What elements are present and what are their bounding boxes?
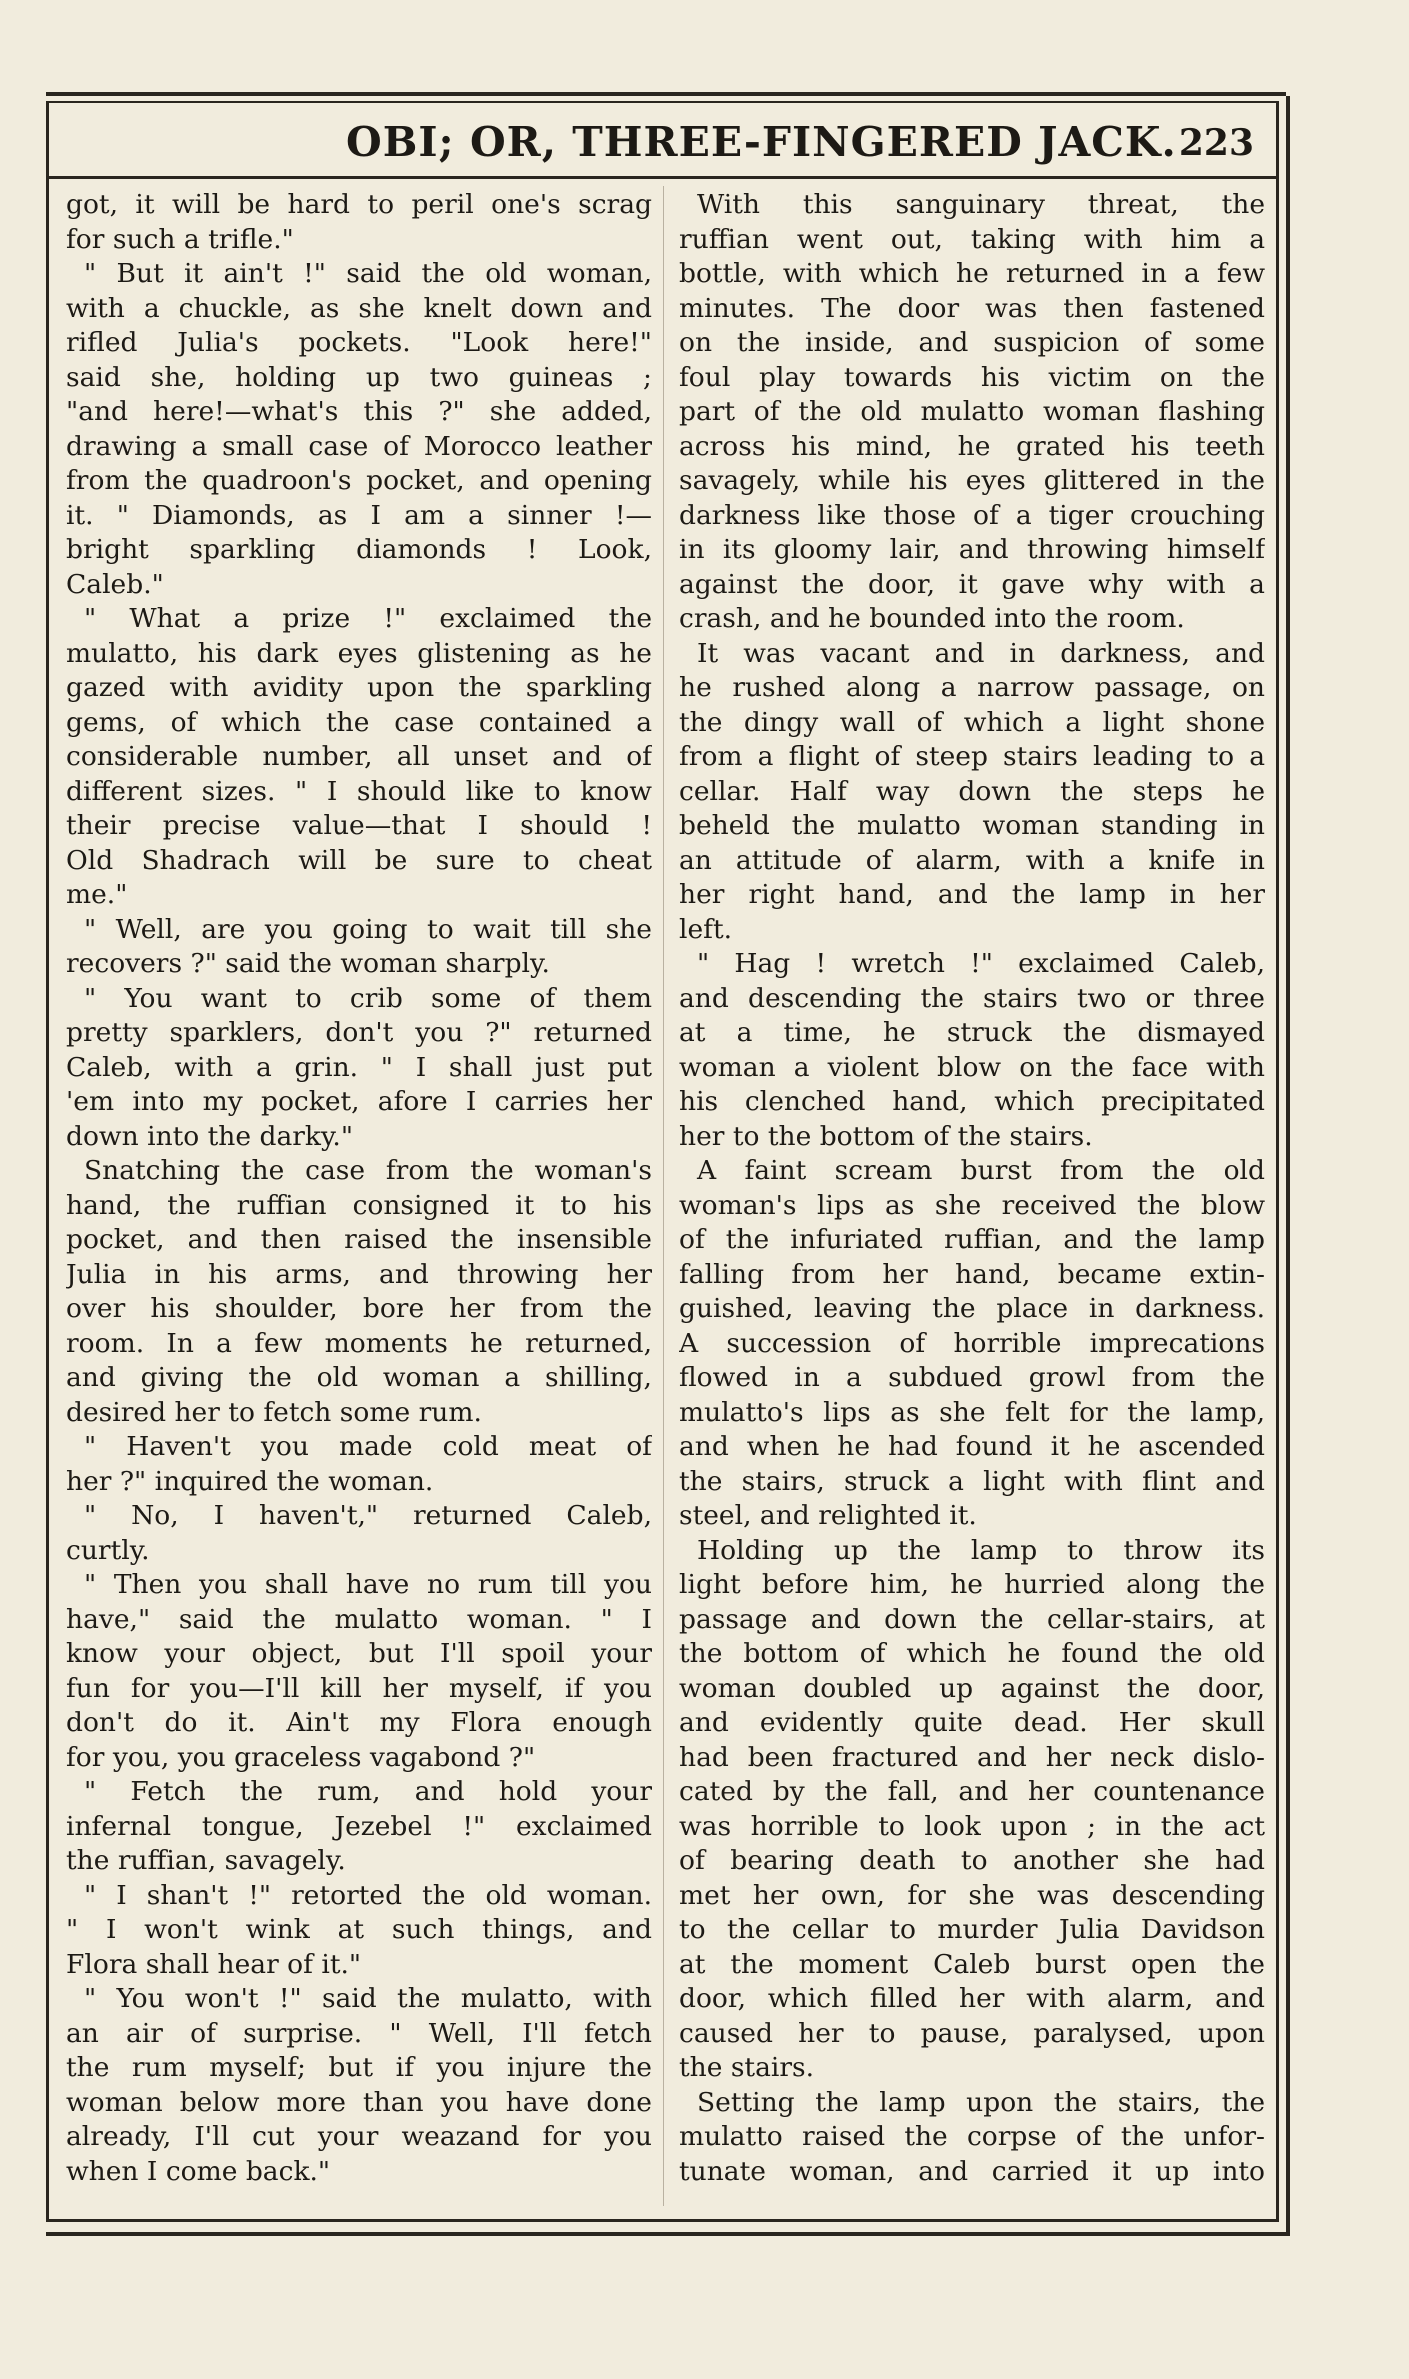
text-line: and when he had found it he ascended	[679, 1431, 1265, 1462]
text-line: " Haven't you made cold meat of	[84, 1431, 652, 1462]
text-line: pocket, and then raised the insensible	[66, 1224, 652, 1255]
text-line: met her own, for she was descending	[679, 1879, 1265, 1911]
text-line: left.	[679, 913, 733, 945]
text-line: hand, the ruffian consigned it to his	[66, 1189, 652, 1221]
text-line: and evidently quite dead. Her skull	[679, 1707, 1265, 1738]
text-line: Flora shall hear of it."	[66, 1948, 362, 1980]
text-line: to the cellar to murder Julia Davidson	[679, 1914, 1265, 1945]
text-line: " What a prize !" exclaimed the	[84, 603, 652, 634]
text-line: gazed with avidity upon the sparkling	[66, 672, 652, 703]
text-line: down into the darky."	[66, 1120, 354, 1152]
left-border	[46, 101, 49, 2219]
text-line: fun for you—I'll kill her myself, if you	[66, 1672, 652, 1704]
text-line: minutes. The door was then fastened	[679, 292, 1265, 324]
text-line: passage and down the cellar-stairs, at	[679, 1603, 1265, 1635]
text-line: in its gloomy lair, and throwing himself	[679, 534, 1265, 565]
text-line: " Hag ! wretch !" exclaimed Caleb,	[697, 948, 1265, 979]
text-line: with a chuckle, as she knelt down and	[66, 292, 652, 324]
text-line: Caleb."	[66, 568, 164, 600]
text-line: woman's lips as she received the blow	[679, 1189, 1265, 1221]
top-rule-thin	[46, 101, 1276, 103]
text-line: when I come back."	[66, 2155, 331, 2187]
text-line: " You want to crib some of them	[84, 982, 652, 1014]
text-line: " Then you shall have no rum till you	[84, 1569, 652, 1600]
text-line: at a time, he struck the dismayed	[679, 1017, 1265, 1048]
text-line: With this sanguinary threat, the	[697, 189, 1265, 220]
text-line: considerable number, all unset and of	[66, 741, 652, 772]
text-line: had been fractured and her neck dislo-	[679, 1741, 1265, 1773]
text-line: from a flight of steep stairs leading to a	[679, 741, 1265, 772]
text-line: bottle, with which he returned in a few	[679, 258, 1265, 289]
top-rule-thick	[46, 92, 1286, 96]
text-line: and descending the stairs two or three	[679, 982, 1265, 1014]
text-line: the rum myself; but if you injure the	[66, 2052, 652, 2083]
text-line: savagely, while his eyes glittered in the	[679, 465, 1265, 496]
bottom-rule-outer	[46, 2232, 1290, 2236]
text-line: " I won't wink at such things, and	[66, 1914, 652, 1945]
text-line: crash, and he bounded into the room.	[679, 603, 1185, 634]
text-line: woman below more than you have done	[66, 2086, 652, 2118]
text-line: Julia in his arms, and throwing her	[66, 1258, 652, 1290]
text-line: Holding up the lamp to throw its	[697, 1534, 1265, 1566]
text-line: the stairs, struck a light with flint and	[679, 1465, 1265, 1497]
page-number: 223	[1178, 122, 1254, 164]
text-line: mulatto raised the corpse of the unfor-	[679, 2121, 1265, 2152]
header-rule	[46, 176, 1276, 179]
text-line: guished, leaving the place in darkness.	[679, 1293, 1265, 1324]
text-line: got, it will be hard to peril one's scrag	[66, 189, 652, 220]
text-line: across his mind, he grated his teeth	[679, 430, 1265, 462]
text-line: 'em into my pocket, afore I carries her	[66, 1086, 652, 1117]
text-line: over his shoulder, bore her from the	[66, 1293, 652, 1324]
text-line: woman doubled up against the door,	[679, 1672, 1265, 1704]
text-line: for such a trifle."	[66, 223, 294, 255]
text-line: ruffian went out, taking with him a	[679, 223, 1265, 255]
text-line: curtly.	[66, 1534, 150, 1566]
text-line: the bottom of which he found the old	[679, 1638, 1265, 1669]
right-border	[1276, 101, 1279, 2219]
text-line: Old Shadrach will be sure to cheat	[66, 844, 652, 876]
column-divider	[663, 186, 664, 2206]
text-line: infernal tongue, Jezebel !" exclaimed	[66, 1810, 652, 1842]
text-line: of the infuriated ruffian, and the lamp	[679, 1224, 1265, 1255]
text-line: at the moment Caleb burst open the	[679, 1948, 1265, 1980]
text-line: was horrible to look upon ; in the act	[679, 1810, 1265, 1842]
text-line: caused her to pause, paralysed, upon	[679, 2017, 1265, 2049]
text-line: and giving the old woman a shilling,	[66, 1362, 652, 1393]
text-line: he rushed along a narrow passage, on	[679, 672, 1265, 703]
text-line: beheld the mulatto woman standing in	[679, 810, 1265, 841]
running-title: OBI; OR, THREE-FINGERED JACK.	[346, 118, 1177, 166]
text-line: light before him, he hurried along the	[679, 1569, 1265, 1600]
text-line: drawing a small case of Morocco leather	[66, 430, 652, 462]
text-line: A faint scream burst from the old	[697, 1155, 1265, 1186]
text-line: bright sparkling diamonds ! Look,	[66, 534, 652, 565]
text-line: steel, and relighted it.	[679, 1500, 977, 1531]
text-line: me."	[66, 879, 128, 910]
text-line: it. " Diamonds, as I am a sinner !—	[66, 499, 652, 531]
text-line: know your object, but I'll spoil your	[66, 1638, 652, 1669]
text-line: on the inside, and suspicion of some	[679, 327, 1265, 358]
text-line: an attitude of alarm, with a knife in	[679, 844, 1265, 876]
text-line: foul play towards his victim on the	[679, 361, 1265, 393]
text-line: " Fetch the rum, and hold your	[84, 1776, 652, 1807]
text-line: "and here!—what's this ?" she added,	[66, 396, 652, 427]
text-line: her to the bottom of the stairs.	[679, 1120, 1093, 1152]
text-line: " No, I haven't," returned Caleb,	[84, 1500, 652, 1531]
text-line: pretty sparklers, don't you ?" returned	[66, 1017, 652, 1048]
page-header	[46, 112, 1276, 172]
text-line: door, which filled her with alarm, and	[679, 1983, 1265, 2014]
text-line: desired her to fetch some rum.	[66, 1396, 482, 1428]
text-line: already, I'll cut your weazand for you	[66, 2121, 652, 2152]
text-line: cellar. Half way down the steps he	[679, 775, 1265, 807]
text-line: the stairs.	[679, 2052, 815, 2083]
text-line: the ruffian, savagely.	[66, 1845, 346, 1876]
text-line: " I shan't !" retorted the old woman.	[84, 1879, 652, 1911]
text-line: have," said the mulatto woman. " I	[66, 1603, 652, 1635]
text-line: said she, holding up two guineas ;	[66, 361, 652, 393]
left-column	[66, 188, 652, 2208]
text-line: " Well, are you going to wait till she	[84, 913, 652, 945]
text-line: an air of surprise. " Well, I'll fetch	[66, 2017, 652, 2049]
bottom-rule-inner	[46, 2219, 1279, 2222]
text-line: mulatto's lips as she felt for the lamp,	[679, 1396, 1265, 1428]
text-line: rifled Julia's pockets. "Look here!"	[66, 327, 652, 358]
text-line: against the door, it gave why with a	[679, 568, 1265, 600]
text-line: tunate woman, and carried it up into	[679, 2155, 1265, 2187]
text-line: " You won't !" said the mulatto, with	[84, 1983, 652, 2014]
text-line: " But it ain't !" said the old woman,	[84, 258, 652, 289]
text-line: of bearing death to another she had	[679, 1845, 1265, 1876]
text-line: for you, you graceless vagabond ?"	[66, 1741, 536, 1773]
text-line: woman a violent blow on the face with	[679, 1051, 1265, 1083]
text-line: gems, of which the case contained a	[66, 706, 652, 738]
text-line: Setting the lamp upon the stairs, the	[697, 2086, 1265, 2118]
text-line: the dingy wall of which a light shone	[679, 706, 1265, 738]
text-line: part of the old mulatto woman flashing	[679, 396, 1265, 427]
text-line: her right hand, and the lamp in her	[679, 879, 1265, 910]
text-line: their precise value—that I should !	[66, 810, 652, 841]
text-line: room. In a few moments he returned,	[66, 1327, 652, 1359]
text-line: his clenched hand, which precipitated	[679, 1086, 1265, 1117]
text-line: her ?" inquired the woman.	[66, 1465, 434, 1497]
right-column	[679, 188, 1265, 2208]
right-border-outer	[1286, 96, 1290, 2236]
text-line: flowed in a subdued growl from the	[679, 1362, 1265, 1393]
text-line: Snatching the case from the woman's	[84, 1155, 652, 1186]
text-line: from the quadroon's pocket, and opening	[66, 465, 652, 496]
text-line: A succession of horrible imprecations	[679, 1327, 1265, 1359]
text-line: different sizes. " I should like to know	[66, 775, 652, 807]
text-line: It was vacant and in darkness, and	[697, 637, 1265, 669]
text-line: darkness like those of a tiger crouching	[679, 499, 1265, 531]
text-line: don't do it. Ain't my Flora enough	[66, 1707, 652, 1738]
text-line: recovers ?" said the woman sharply.	[66, 948, 550, 979]
text-line: cated by the fall, and her countenance	[679, 1776, 1265, 1807]
text-line: mulatto, his dark eyes glistening as he	[66, 637, 652, 669]
text-line: Caleb, with a grin. " I shall just put	[66, 1051, 652, 1083]
text-line: falling from her hand, became extin-	[679, 1258, 1265, 1290]
